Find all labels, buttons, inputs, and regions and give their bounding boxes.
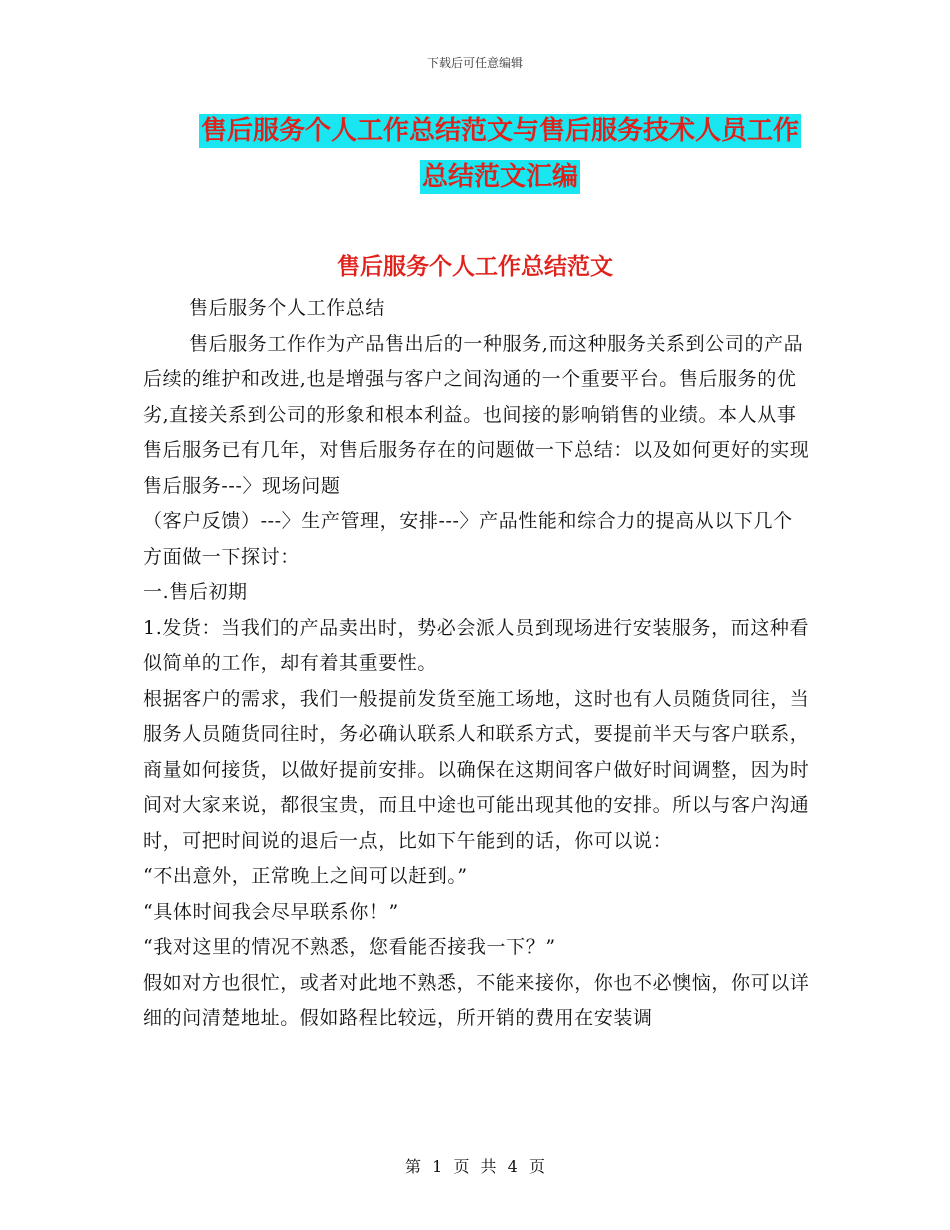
paragraph-intro-continued: （客户反馈）---〉生产管理，安排---〉产品性能和综合力的提高从以下几个方面做一下探讨： — [143, 510, 793, 568]
footer-total-pages: 4 — [507, 1157, 518, 1176]
section-heading-initial-stage: 一.售后初期 — [143, 581, 248, 603]
page-footer — [0, 1154, 950, 1177]
footer-prefix: 第 — [405, 1157, 422, 1176]
document-title — [120, 108, 880, 200]
paragraph-busy-customer: 假如对方也很忙，或者对此地不熟悉，不能来接你，你也不必懊恼，你可以详细的问清楚地址。假如路程比较远，所开销的费用在安装调 — [143, 971, 810, 1029]
paragraph-customer-needs: 根据客户的需求，我们一般提前发货至施工场地，这时也有人员随货同往，当服务人员随货同往时，务必确认联系人和联系方式，要提前半天与客户联系，商量如何接货，以做好提前安排。以确保在这期间客户做好时间调整，因为时间对大家来说，都很宝贵，而且中途也可能出现其他的安排。所以与客户沟通时，可把时间说的退后一点，比如下午能到的话，你可以说： — [143, 687, 810, 852]
document-body — [143, 291, 811, 1037]
section-title: 售后服务个人工作总结范文 — [337, 254, 613, 280]
paragraph-shipping: 1.发货：当我们的产品卖出时，势必会派人员到现场进行安装服务，而这种看似简单的工作，却有着其重要性。 — [143, 616, 810, 674]
quote-line-3: “我对这里的情况不熟悉，您看能否接我一下？” — [143, 936, 556, 958]
paragraph-subtitle: 售后服务个人工作总结 — [189, 297, 386, 319]
quote-line-1: “不出意外，正常晚上之间可以赶到。” — [143, 865, 468, 887]
footer-total-label: 共 — [480, 1157, 497, 1176]
document-title-line2: 总结范文汇编 — [421, 162, 578, 192]
footer-page-number: 1 — [432, 1157, 443, 1176]
paragraph-intro: 售后服务工作作为产品售出后的一种服务,而这种服务关系到公司的产品后续的维护和改进,也是增强与客户之间沟通的一个重要平台。售后服务的优劣,直接关系到公司的形象和根本利益。也间接的影响销售的业绩。本人从事售后服务已有几年，对售后服务存在的问题做一下总结：以及如何更好的实现售后服务---〉现场问题 — [143, 332, 810, 497]
footer-page-label: 页 — [453, 1157, 470, 1176]
quote-line-2: “具体时间我会尽早联系你！” — [143, 900, 399, 923]
document-title-line1: 售后服务个人工作总结范文与售后服务技术人员工作 — [200, 116, 799, 146]
header-note: 下载后可任意编辑 — [426, 56, 523, 70]
footer-suffix: 页 — [528, 1157, 545, 1176]
